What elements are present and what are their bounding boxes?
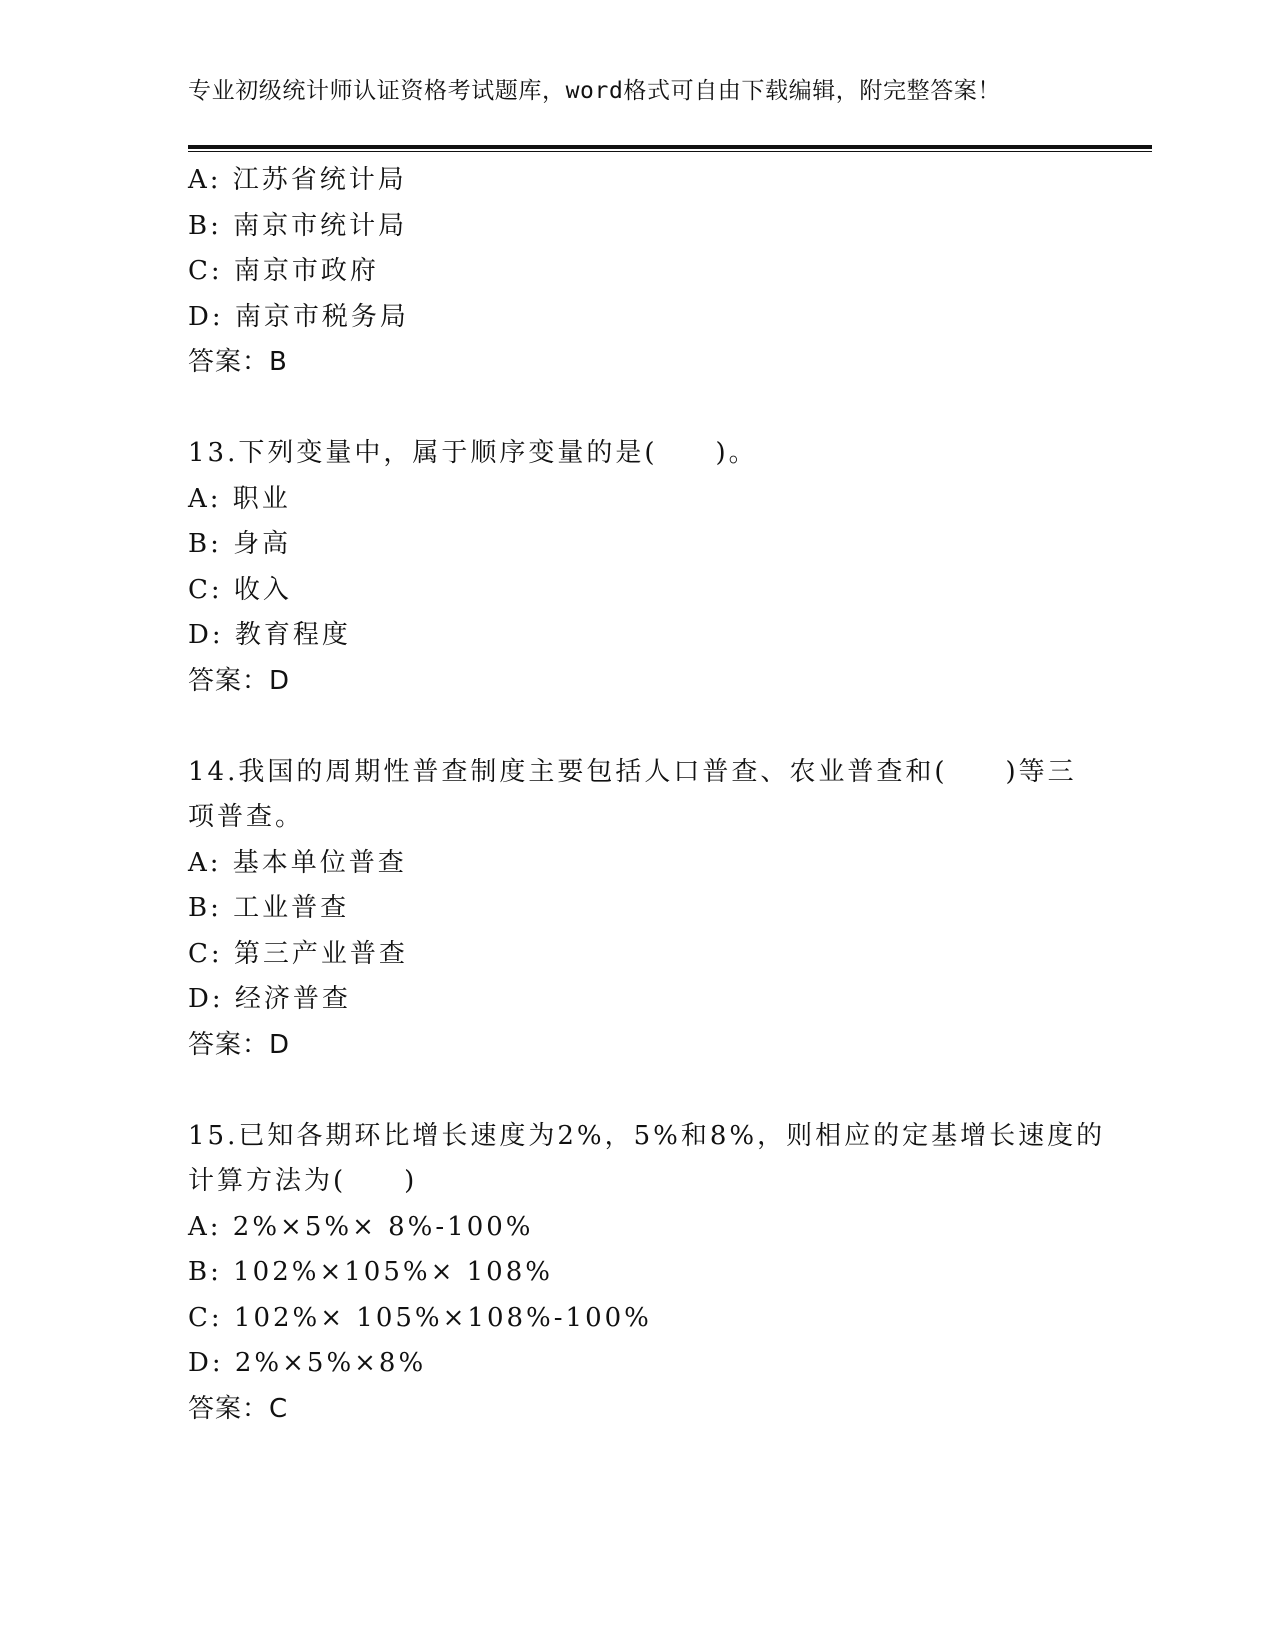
answer-line: 答案：C <box>188 1393 289 1424</box>
question-12 <box>188 158 1108 386</box>
answer-line: 答案：D <box>188 665 291 696</box>
option-b: B: 102%×105%× 108% <box>188 1257 553 1287</box>
question-15 <box>188 1114 1108 1433</box>
question-stem-line-2: 项普查。 <box>188 802 305 832</box>
option-a: A: 基本单位普查 <box>188 847 407 878</box>
option-b: B: 工业普查 <box>188 893 350 923</box>
spacer <box>188 386 1108 432</box>
question-13 <box>188 431 1108 704</box>
option-c: C: 102%× 105%×108%-100% <box>188 1302 652 1333</box>
header-rule-thick <box>188 145 1152 149</box>
option-b: B: 身高 <box>188 529 292 559</box>
option-a: A: 江苏省统计局 <box>188 165 407 195</box>
option-d: D: 经济普查 <box>188 984 351 1014</box>
option-a: A: 2%×5%× 8%-100% <box>188 1211 534 1242</box>
option-c: C: 南京市政府 <box>188 256 379 286</box>
answer-line: 答案：D <box>188 1029 291 1060</box>
question-stem: 13.下列变量中，属于顺序变量的是( )。 <box>188 438 758 468</box>
option-d: D: 2%×5%×8% <box>188 1348 427 1378</box>
question-stem-line-2: 计算方法为( ) <box>188 1166 418 1196</box>
header-rule-thin <box>188 151 1152 152</box>
option-c: C: 收入 <box>188 574 292 605</box>
answer-line: 答案：B <box>188 347 288 377</box>
question-content <box>188 158 1108 1432</box>
question-stem-line-1: 14.我国的周期性普查制度主要包括人口普查、农业普查和( )等三 <box>188 756 1077 787</box>
option-c: C: 第三产业普查 <box>188 938 408 969</box>
question-stem-line-1: 15.已知各期环比增长速度为2%，5%和8%，则相应的定基增长速度的 <box>188 1120 1106 1151</box>
page-header: 专业初级统计师认证资格考试题库，word格式可自由下载编辑，附完整答案！ <box>188 78 1001 104</box>
option-a: A: 职业 <box>188 483 291 514</box>
option-d: D: 南京市税务局 <box>188 301 409 332</box>
spacer <box>188 1068 1108 1114</box>
option-d: D: 教育程度 <box>188 620 351 650</box>
option-b: B: 南京市统计局 <box>188 210 408 241</box>
question-14 <box>188 750 1108 1069</box>
spacer <box>188 704 1108 750</box>
